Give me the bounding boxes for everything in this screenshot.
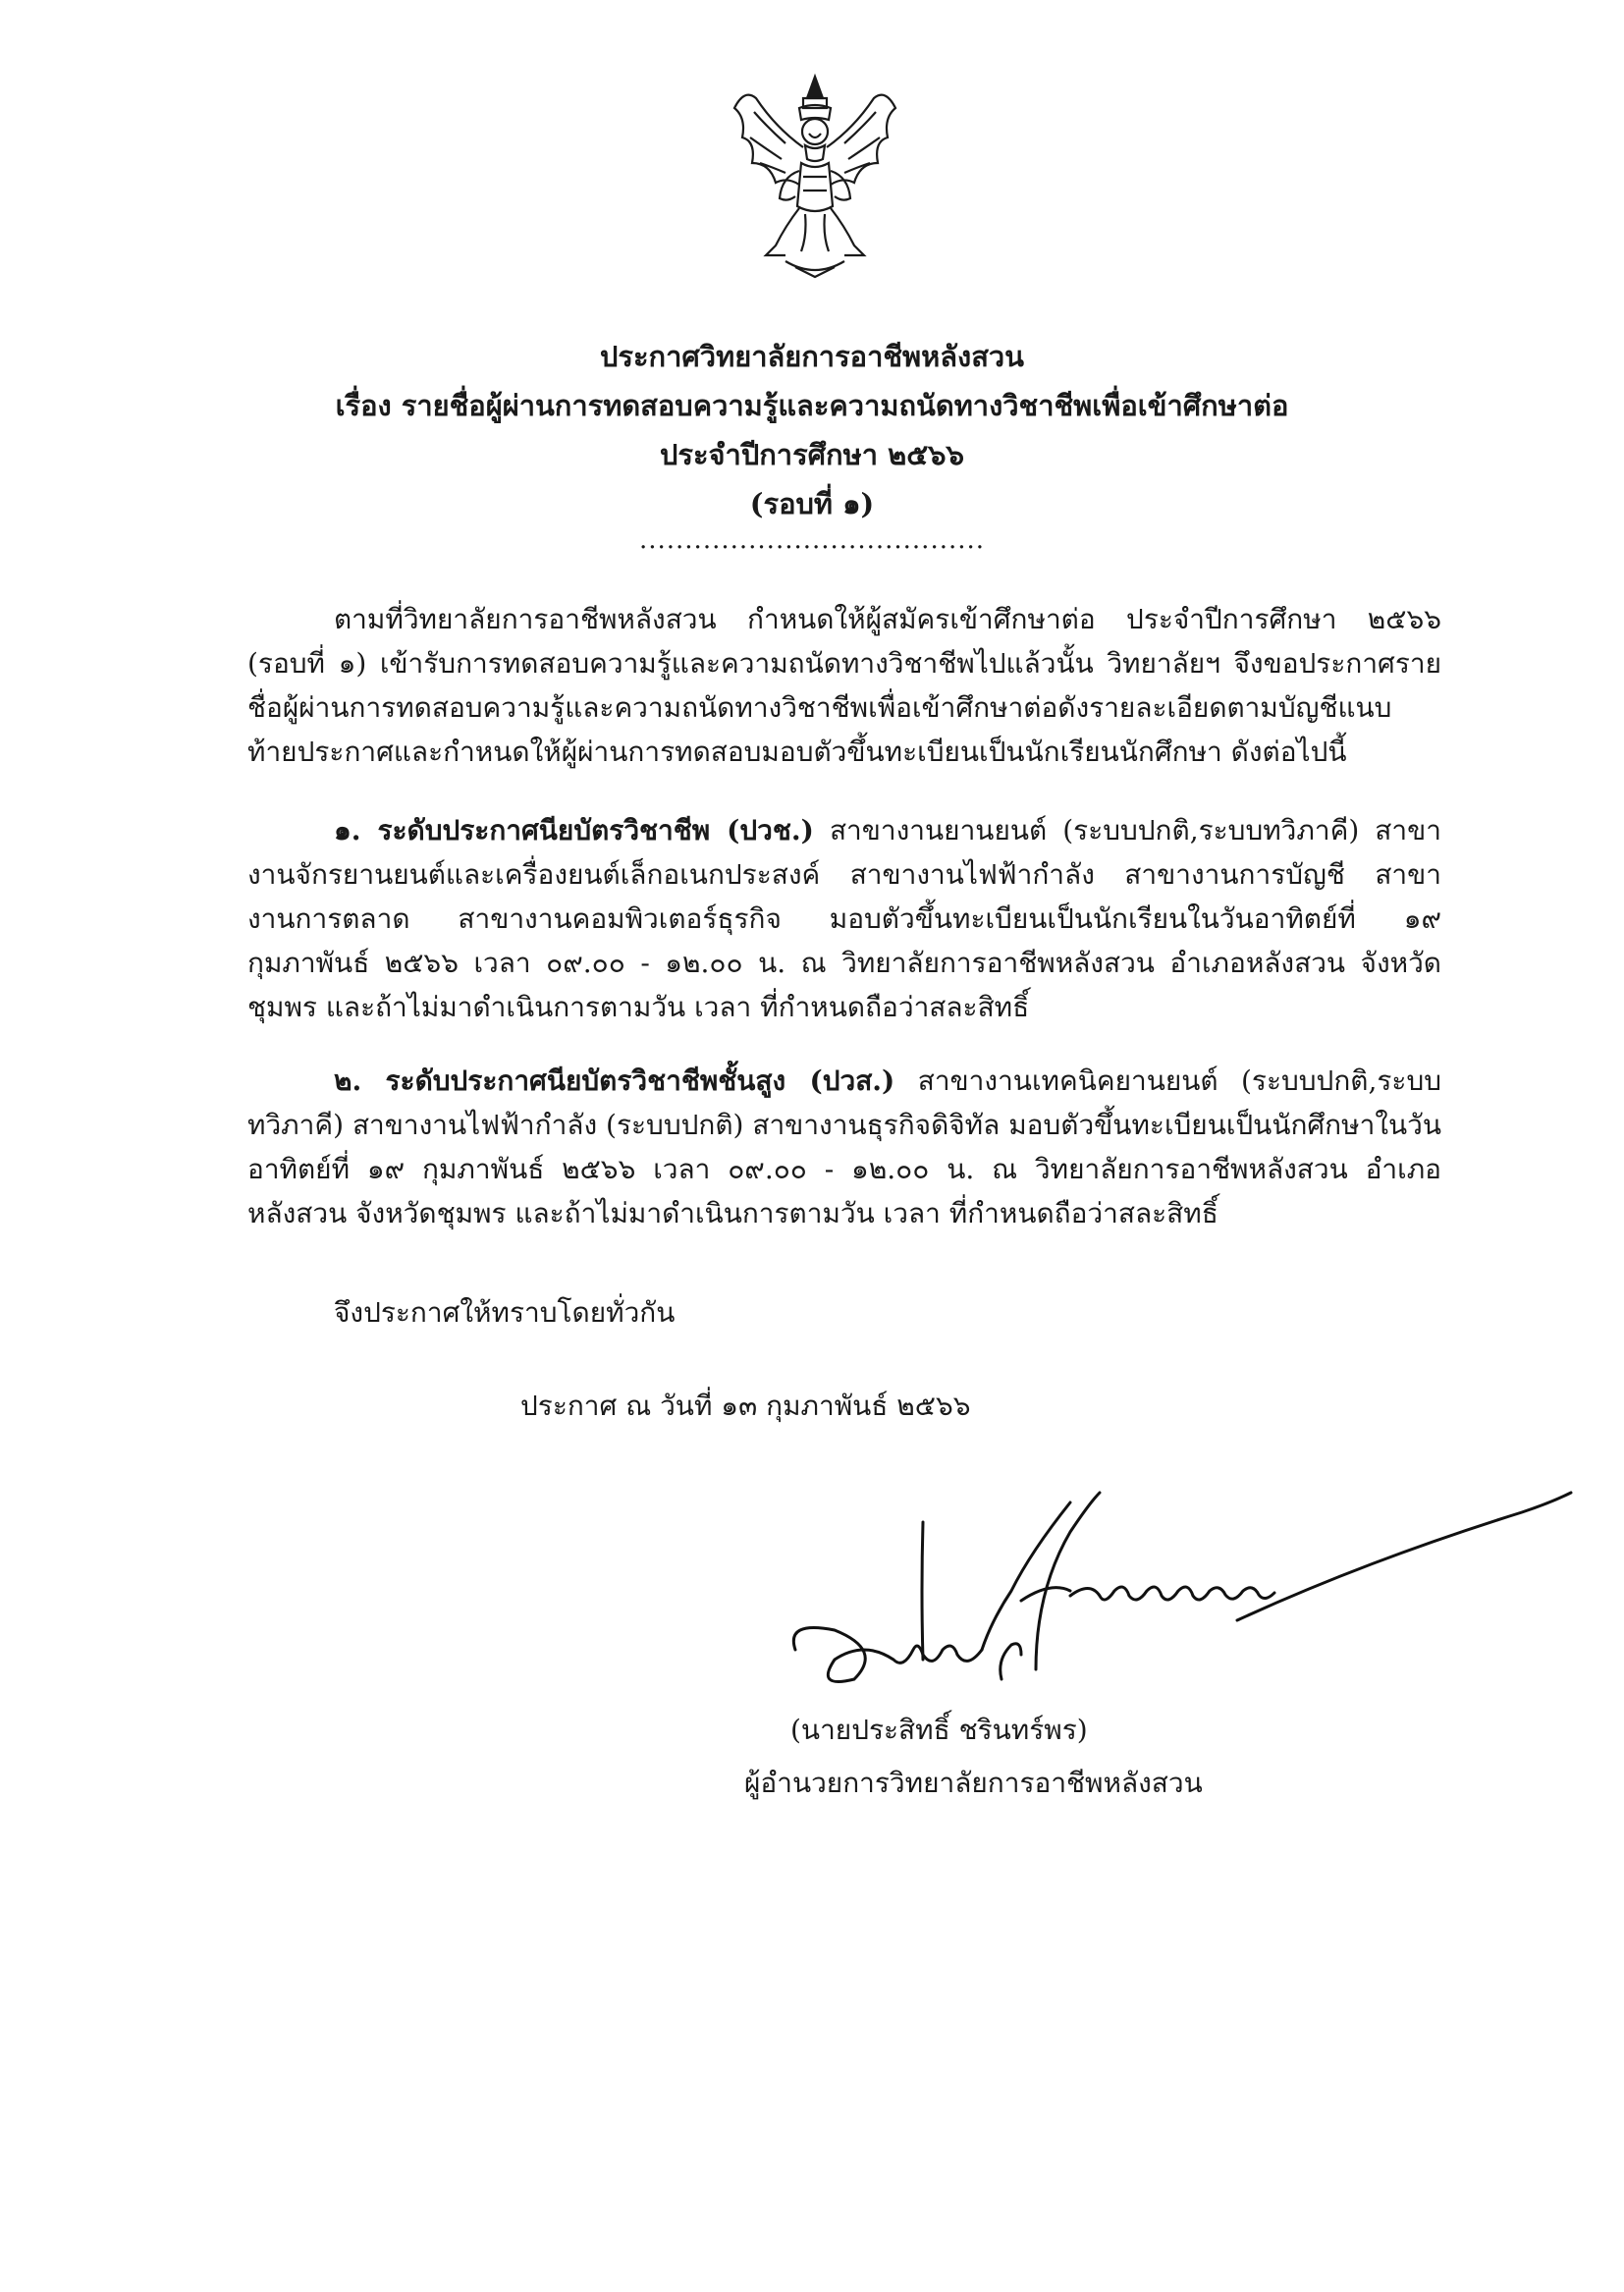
paragraph-closing: จึงประกาศให้ทราบโดยทั่วกัน: [334, 1296, 676, 1329]
paragraph-vocational-certificate-heading: ๑. ระดับประกาศนียบัตรวิชาชีพ (ปวช.): [334, 814, 814, 846]
paragraph-intro: ตามที่วิทยาลัยการอาชีพหลังสวน กำหนดให้ผู้สมัครเข้าศึกษาต่อ ประจำปีการศึกษา ๒๕๖๖ (รอบที่ ๑) เข้ารับการทดสอบความรู้และความถนัดทางวิชาชีพไปแล้วนั้น วิทยาลัยฯ จึงขอประกาศรายชื่อผู้ผ่านการทดสอบความรู้และความถนัดทางวิชาชีพเพื่อเข้าศึกษาต่อดังรายละเอียดตามบัญชีแนบท้ายประกาศและกำหนดให้ผู้ผ่านการทดสอบมอบตัวขึ้นทะเบียนเป็นนักเรียนนักศึกษา ดังต่อไปนี้: [247, 603, 1441, 768]
paragraph-higher-vocational-certificate-heading: ๒. ระดับประกาศนียบัตรวิชาชีพชั้นสูง (ปวส.): [334, 1064, 895, 1097]
paragraph-vocational-certificate: [247, 808, 1441, 1029]
paragraph-higher-vocational-certificate-text: สาขางานเทคนิคยานยนต์ (ระบบปกติ,ระบบทวิภาคี) สาขางานไฟฟ้ากำลัง (ระบบปกติ) สาขางานธุรกิจดิจิทัล มอบตัวขึ้นทะเบียนเป็นนักศึกษาในวันอาทิตย์ที่ ๑๙ กุมภาพันธ์ ๒๕๖๖ เวลา ๐๙.๐๐ - ๑๒.๐๐ น. ณ วิทยาลัยการอาชีพหลังสวน อำเภอหลังสวน จังหวัดชุมพร และถ้าไม่มาดำเนินการตามวัน เวลา ที่กำหนดถือว่าสละสิทธิ์: [247, 1064, 1441, 1229]
signer-position: ผู้อำนวยการวิทยาลัยการอาชีพหลังสวน: [744, 1767, 1203, 1799]
announcement-title: ประกาศวิทยาลัยการอาชีพหลังสวน: [599, 340, 1025, 373]
announcement-date: ประกาศ ณ วันที่ ๑๓ กุมภาพันธ์ ๒๕๖๖: [520, 1390, 971, 1422]
round-label: (รอบที่ ๑): [749, 487, 875, 520]
paragraph-higher-vocational-certificate: [247, 1059, 1441, 1235]
paragraph-vocational-certificate-text: สาขางานยานยนต์ (ระบบปกติ,ระบบทวิภาคี) สาขางานจักรยานยนต์และเครื่องยนต์เล็กอเนกประสงค์ สาขางานไฟฟ้ากำลัง สาขางานการบัญชี สาขางานการตลาด สาขางานคอมพิวเตอร์ธุรกิจ มอบตัวขึ้นทะเบียนเป็นนักเรียนในวันอาทิตย์ที่ ๑๙ กุมภาพันธ์ ๒๕๖๖ เวลา ๐๙.๐๐ - ๑๒.๐๐ น. ณ วิทยาลัยการอาชีพหลังสวน อำเภอหลังสวน จังหวัดชุมพร และถ้าไม่มาดำเนินการตามวัน เวลา ที่กำหนดถือว่าสละสิทธิ์: [247, 814, 1441, 1023]
signer-name: (นายประสิทธิ์ ชรินทร์พร): [790, 1714, 1088, 1746]
announcement-subject: เรื่อง รายชื่อผู้ผ่านการทดสอบความรู้และความถนัดทางวิชาชีพเพื่อเข้าศึกษาต่อ: [335, 389, 1289, 422]
dotted-divider: ......................................: [638, 525, 986, 555]
garuda-emblem-icon: [717, 69, 913, 285]
academic-year: ประจำปีการศึกษา ๒๕๖๖: [659, 438, 964, 471]
handwritten-signature: [776, 1473, 1591, 1709]
